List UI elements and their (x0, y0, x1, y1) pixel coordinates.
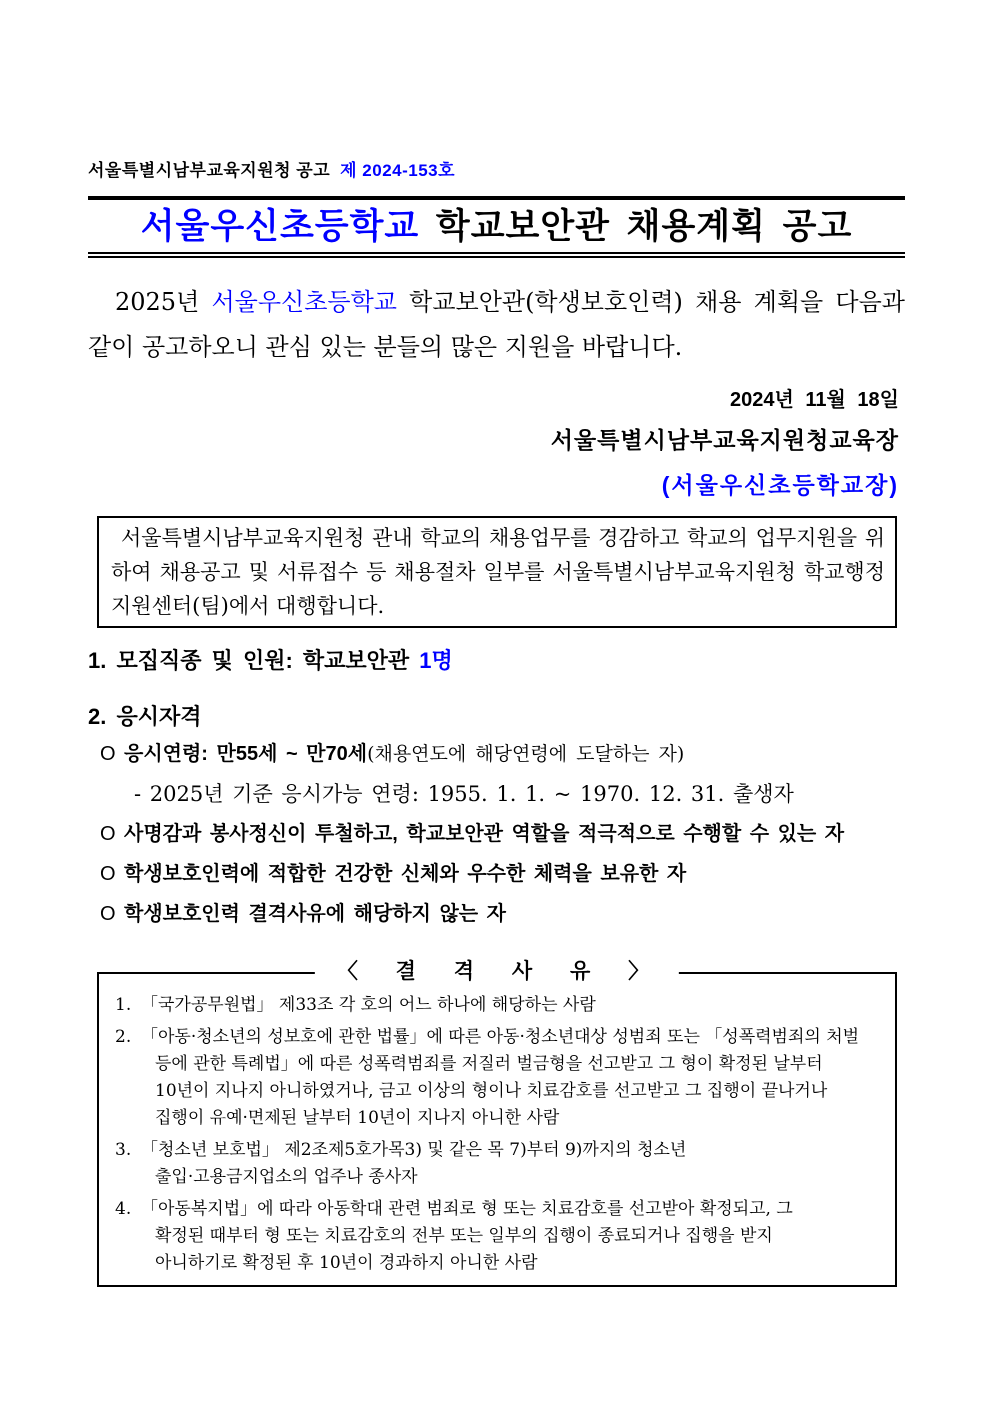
section-1-label: 1. 모집직종 및 인원: 학교보안관 (88, 648, 420, 673)
item-line: 「아동복지법」에 따라 아동학대 관련 범죄로 형 또는 치료감호를 선고받아 확정되고, 그 (141, 1199, 793, 1219)
bullet-marker: O (100, 823, 116, 845)
section-1-count: 1명 (419, 648, 453, 673)
item-number: 2. (115, 1027, 132, 1047)
disqualification-item (107, 1196, 883, 1277)
disqualification-item (107, 992, 883, 1019)
eligibility-item-3 (88, 860, 905, 888)
eligibility-item-2-text: 사명감과 봉사정신이 투철하고, 학교보안관 역할을 적극적으로 수행할 수 있는 자 (124, 823, 845, 845)
notice-box: 서울특별시남부교육지원청 관내 학교의 채용업무를 경감하고 학교의 업무지원을 위하여 채용공고 및 서류접수 등 채용절차 일부를 서울특별시남부교육지원청 학교행정지원센터(팀)에서 대행합니다. (97, 516, 897, 628)
title-rest: 학교보안관 채용계획 공고 (419, 207, 853, 246)
bullet-marker: O (100, 863, 116, 885)
disqualification-legend: 〈 결 격 사 유 〉 (315, 957, 679, 987)
signature-block (88, 382, 905, 508)
item-line: 10년이 지나지 아니하였거나, 금고 이상의 형이나 치료감호를 선고받고 그 집행이 끝나거나 (155, 1081, 828, 1101)
intro-paragraph (88, 280, 905, 370)
section-2-heading: 2. 응시자격 (88, 704, 202, 729)
bullet-marker: O (100, 903, 116, 925)
item-number: 1. (115, 995, 132, 1015)
bullet-marker: O (100, 743, 116, 765)
intro-line-1 (88, 280, 905, 325)
eligibility-age-paren: (채용연도에 해당연령에 도달하는 자) (367, 743, 685, 765)
eligibility-age-range: - 2025년 기준 응시가능 연령: 1955. 1. 1. ~ 1970. 12. 31. 출생자 (134, 782, 794, 806)
eligibility-age (88, 740, 905, 768)
doc-header-office: 서울특별시남부교육지원청 공고 (88, 161, 331, 180)
intro-text-post: 학교보안관(학생보호인력) 채용 계획을 다음과 (396, 288, 905, 316)
intro-line-2: 같이 공고하오니 관심 있는 분들의 많은 지원을 바랍니다. (88, 333, 683, 361)
item-line: 아니하기로 확정된 후 10년이 경과하지 아니한 사람 (155, 1253, 538, 1273)
intro-school-name: 서울우신초등학교 (211, 288, 397, 316)
item-line: 확정된 때부터 형 또는 치료감호의 전부 또는 일부의 집행이 종료되거나 집행을 받지 (155, 1226, 773, 1246)
eligibility-item-2 (88, 820, 905, 848)
page-title (88, 205, 905, 249)
eligibility-item-4 (88, 900, 905, 928)
doc-header (88, 158, 905, 184)
item-line: 출입·고용금지업소의 업주나 종사자 (155, 1167, 418, 1187)
issuing-school: (서울우신초등학교장) (661, 472, 899, 498)
title-school-name: 서울우신초등학교 (140, 207, 420, 246)
item-line: 「국가공무원법」 제33조 각 호의 어느 하나에 해당하는 사람 (141, 995, 596, 1015)
disqualification-item (107, 1137, 883, 1191)
item-line: 집행이 유예·면제된 날부터 10년이 지나지 아니한 사람 (155, 1108, 560, 1128)
section-1-heading (88, 646, 905, 676)
item-number: 4. (115, 1199, 132, 1219)
issuing-authority: 서울특별시남부교육지원청교육장 (550, 427, 899, 453)
announcement-date: 2024년 11월 18일 (730, 389, 899, 411)
eligibility-age-bold: 응시연령: 만55세 ~ 만70세 (124, 743, 368, 765)
item-line: 등에 관한 특례법」에 따른 성폭력범죄를 저질러 벌금형을 선고받고 그 형이 확정된 날부터 (155, 1054, 823, 1074)
eligibility-item-4-text: 학생보호인력 결격사유에 해당하지 않는 자 (124, 903, 506, 925)
item-number: 3. (115, 1140, 132, 1160)
disqualification-box (97, 960, 897, 1287)
eligibility-list (88, 740, 905, 928)
title-banner (88, 196, 905, 258)
disqualification-item (107, 1024, 883, 1132)
disqualification-items (107, 992, 883, 1277)
intro-text-pre: 2025년 (115, 288, 212, 316)
item-line: 「청소년 보호법」 제2조제5호가목3) 및 같은 목 7)부터 9)까지의 청소년 (141, 1140, 687, 1160)
doc-header-number: 제 2024-153호 (340, 161, 456, 180)
eligibility-item-3-text: 학생보호인력에 적합한 건강한 신체와 우수한 체력을 보유한 자 (124, 863, 687, 885)
item-line: 「아동·청소년의 성보호에 관한 법률」에 따른 아동·청소년대상 성범죄 또는 「성폭력범죄의 처벌 (141, 1027, 860, 1047)
